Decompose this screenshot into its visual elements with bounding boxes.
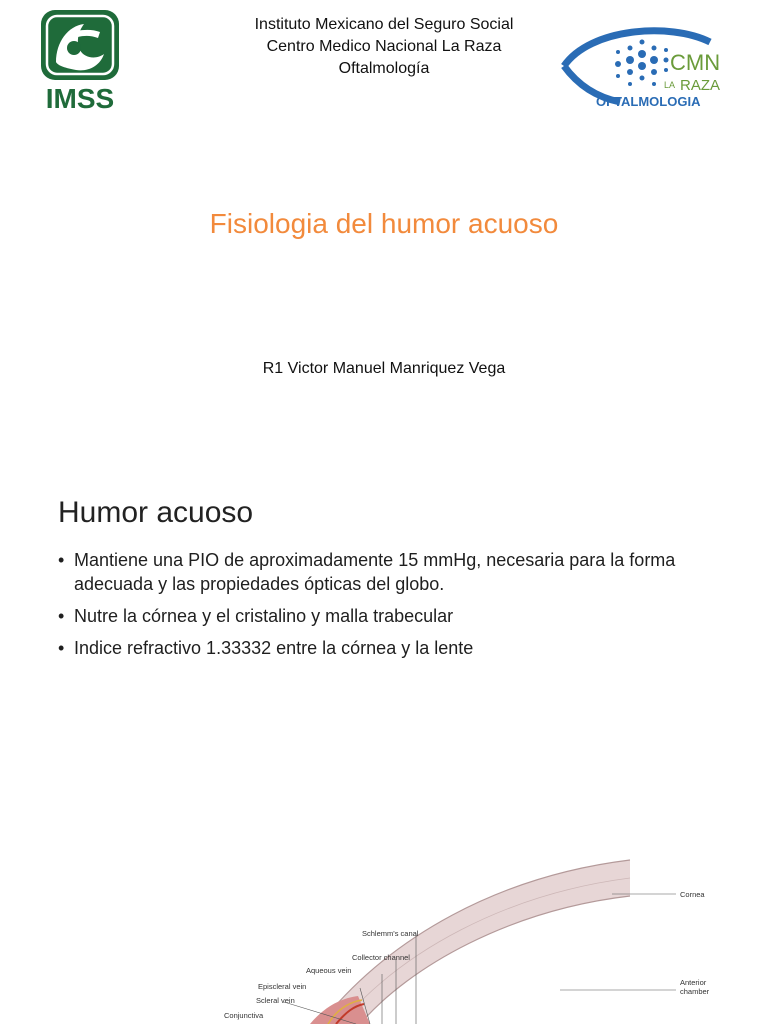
header-line-center: Centro Medico Nacional La Raza — [266, 38, 502, 55]
label-anterior: Anterior — [680, 978, 707, 987]
bullet-text: Mantiene una PIO de aproximadamente 15 mmHg, necesaria para la forma adecuada y las propiedades ópticas del globo. — [74, 550, 676, 594]
imss-logo-text: IMSS — [45, 83, 115, 112]
bullet-text: Nutre la córnea y el cristalino y malla trabecular — [74, 606, 454, 626]
cmn-logo-la: LA — [664, 80, 676, 90]
presentation-author: R1 Victor Manuel Manriquez Vega — [262, 360, 506, 377]
bullet-marker: • — [58, 606, 65, 626]
bullet-item — [58, 548, 718, 596]
label-scleral-vein: Scleral vein — [256, 996, 295, 1005]
label-conjunctiva: Conjunctiva — [224, 1011, 264, 1020]
label-collector-channel: Collector channel — [352, 953, 410, 962]
title-slide — [0, 0, 768, 470]
header-line-department: Oftalmología — [338, 60, 430, 77]
bullet-marker: • — [58, 638, 65, 658]
cmn-la-raza-logo — [560, 24, 740, 110]
bullet-item — [58, 636, 718, 660]
label-cornea: Cornea — [680, 890, 705, 899]
label-schlemm-canal: Schlemm's canal — [362, 929, 419, 938]
cornea-shape — [320, 860, 630, 1024]
content-slide — [0, 470, 768, 1024]
header-line-institute: Instituto Mexicano del Seguro Social — [254, 16, 514, 33]
cmn-logo-oftalmologia: OFTALMOLOGIA — [596, 94, 701, 109]
bullet-marker: • — [58, 550, 65, 570]
bullet-item — [58, 604, 718, 628]
label-chamber: chamber — [680, 987, 710, 996]
bullet-list — [58, 548, 718, 668]
bullet-text: Indice refractivo 1.33332 entre la córnea y la lente — [74, 638, 474, 658]
slide-heading: Humor acuoso — [58, 496, 254, 529]
label-aqueous-vein: Aqueous vein — [306, 966, 352, 975]
aqueous-outflow-illustration — [160, 856, 750, 1024]
label-episcleral-vein: Episcleral vein — [258, 982, 307, 991]
cmn-logo-raza: RAZA — [680, 77, 721, 94]
cmn-logo-cmn: CMN — [670, 50, 721, 75]
presentation-title: Fisiologia del humor acuoso — [209, 208, 559, 239]
